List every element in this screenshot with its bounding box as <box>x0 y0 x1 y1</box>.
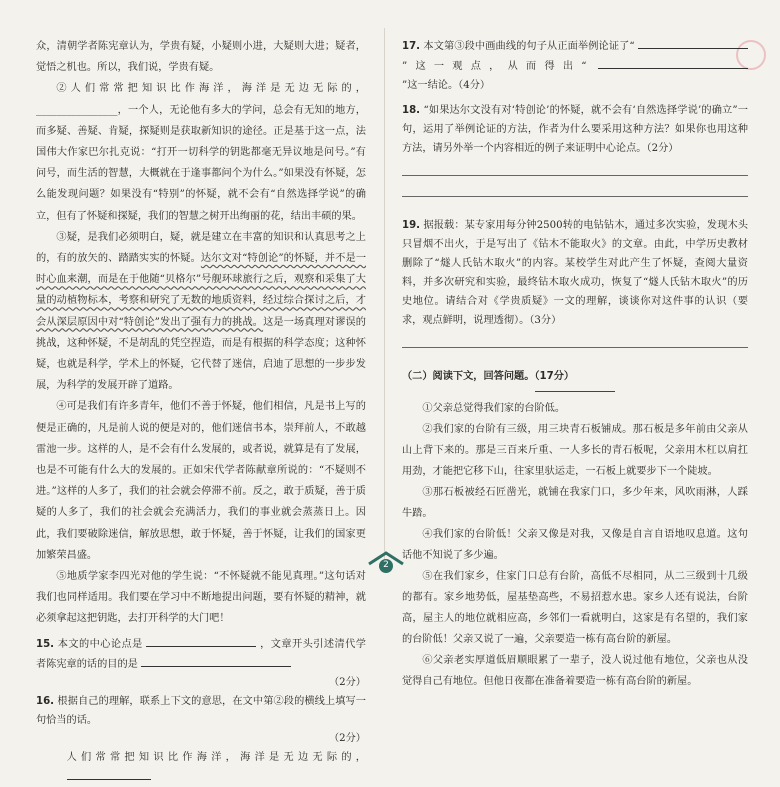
question-15-score: （2分） <box>328 676 366 688</box>
question-17-end: ”这一结论。（4分） <box>402 80 491 91</box>
answer-blank-15a[interactable] <box>146 634 256 647</box>
question-19-number: 19. <box>402 220 421 231</box>
question-18-text: “如果达尔文没有对‘特创论’的怀疑，就不会有‘自然选择学说’的确立”一句，运用了举例论证的方法，作者为什么要采用这种方法？如果你也用这种方法，请另外举一个内容相近的例子来证明中心论点。（2分） <box>402 105 748 154</box>
answer-blank-17b[interactable] <box>598 56 748 69</box>
question-16-quote-line <box>36 748 366 787</box>
question-16-score: （2分） <box>328 732 366 744</box>
reading-paragraph-1: ①父亲总觉得我们家的台阶低。 <box>422 403 566 414</box>
page-number-badge <box>365 548 407 576</box>
section-2-heading: （二）阅读下文，回答问题。（17分） <box>402 371 575 382</box>
answer-line <box>402 346 748 348</box>
paragraph-3-text: ③疑，是我们必须明白，疑，就是建立在丰富的知识和认真思考之上的，有的放矢的、踏踏实实的怀疑。 <box>36 231 366 265</box>
question-18-number: 18. <box>402 105 421 116</box>
question-19-text: 据报载：某专家用每分钟2500转的电钻钻木，通过多次实验，发现木头只冒烟不出火，于是写出了《钻木不能取火》的文章。由此，中学历史教材删除了“燧人氏钻木取火”的内容。某校学生对此产生了怀疑，查阅大量资料，并多次研究和实验，最终钻木取火成功，恢复了“燧人氏钻木取火”的历史地位。请结合对《学贵质疑》一文的理解，谈谈你对这件事的认识（要求，观点鲜明，说理透彻）。（3分） <box>402 220 748 326</box>
question-19-answer-area[interactable] <box>402 346 748 348</box>
question-15-number: 15. <box>36 638 55 650</box>
page-number: 2 <box>383 560 389 570</box>
question-17-mid: ”这一观点，从而得出“ <box>402 61 587 72</box>
missing-title-blank[interactable] <box>535 390 615 392</box>
question-16 <box>36 692 366 787</box>
question-17-number: 17. <box>402 41 421 52</box>
right-column <box>402 36 748 692</box>
reading-paragraph-4: ④我们家的台阶低！父亲又像是对我，又像是自言自语地叹息道。这句话他不知说了多少遍。 <box>402 529 748 561</box>
answer-blank-17a[interactable] <box>638 36 748 49</box>
paragraph-4: ④可是我们有许多青年，他们不善于怀疑，他们相信，凡是书上写的便是正确的，凡是前人说的便是对的，他们迷信书本，崇拜前人，不敢越雷池一步。这样的人，是不会有什么发展的，或者说，就算是有了发展，也是不可能有什么大的发展的。正如宋代学者陈献章所说的：“不疑则不进。”这样的人多了，我们的社会就会停滞不前。反之，敢于质疑，善于质疑的人多了，我们的社会就会充满活力，我们的事业就会蒸蒸日上。因此，我们要破除迷信，解放思想，敢于怀疑，善于怀疑，让我们的国家更加繁荣昌盛。 <box>36 401 366 561</box>
column-divider <box>384 28 385 568</box>
question-16-text: 根据自己的理解，联系上下文的意思，在文中第②段的横线上填写一句恰当的话。 <box>36 695 366 726</box>
paragraph-3 <box>36 227 366 397</box>
question-15 <box>36 634 366 692</box>
answer-blank-16[interactable] <box>67 767 151 780</box>
question-15-after: ，文章开头引述清代学者陈宪章的话的目的是 <box>36 638 366 670</box>
wavy-underlined-sentence: 达尔文对“特创论”的怀疑，并不是一时心血来潮，而是在于他随“贝格尔”号舰环球旅行之后，观察和采集了大量的动植物标本，考察和研究了无数的地质资料，经过综合探讨之后，才会从深层原因中对“特创论”发出了强有力的挑战。 <box>36 253 367 328</box>
reading-paragraph-2: ②我们家的台阶有三级，用三块青石板铺成。那石板是多年前由父亲从山上背下来的。那是三百来斤重、一人多长的青石板呢，父亲用木杠以肩扛用劲，才能把它移下山，往家里驮运走，一石板上就要步下一个陡坡。 <box>402 424 748 477</box>
question-18 <box>402 101 748 158</box>
left-column <box>36 36 366 787</box>
paragraph-2: ②人们常常把知识比作海洋，海洋是无边无际的，________________，一个人，无论他有多大的学问，总会有无知的地方，而多疑、善疑、肯疑，探疑则是获取新知识的途径。正是基于这一点，法国伟大作家巴尔扎克说：“打开一切科学的钥匙都毫无异议地是问号。”有问号，而生活的智慧，大概就在于逢事都问个为什么。”如果没有怀疑，怎么能发现问题？如果没有“特别”的怀疑，就不会有“自然选择学说”的确立，但有了怀疑和探疑，我们的智慧之树开出绚丽的花，结出丰硕的果。 <box>36 83 366 222</box>
reading-paragraph-6: ⑥父亲老实厚道低眉顺眼累了一辈子，没人说过他有地位，父亲也从没觉得自己有地位。但他日夜都在准备着要造一栋有高台阶的新屋。 <box>402 655 748 687</box>
question-17-text: 本文第③段中画曲线的句子从正面举例论证了“ <box>423 41 635 52</box>
question-16-quote: 人们常常把知识比作海洋，海洋是无边无际的， <box>66 751 366 763</box>
question-17 <box>402 36 748 95</box>
answer-line <box>402 195 748 197</box>
reading-paragraph-5: ⑤在我们家乡，住家门口总有台阶，高低不尽相同，从二三级到十几级的都有。家乡地势低，屋基垫高些，不易招惹水患。家乡人还有说法，台阶高，屋主人的地位就相应高，乡邻们一看就明白，这家是有名望的，我们家的台阶低！父亲又说了一遍，父亲要造一栋有高台阶的新屋。 <box>402 571 748 645</box>
answer-blank-15b[interactable] <box>141 654 291 667</box>
question-18-answer-area[interactable] <box>402 174 748 197</box>
paragraph-3-tail: 这是一场真理对谬误的挑战，这种怀疑，不是胡乱的凭空捏造，而是有根据的科学态度；这种怀疑，也就是科学，学术上的怀疑，它代替了迷信，启迪了思想的一步步发展，为科学的发展开辟了道路。 <box>36 316 366 392</box>
question-16-number: 16. <box>36 695 55 707</box>
question-15-text: 本文的中心论点是 <box>57 638 143 650</box>
paragraph-1: 众，清朝学者陈宪章认为，学贵有疑，小疑则小进，大疑则大进；疑者，觉悟之机也。所以，我们说，学贵有疑。 <box>36 41 366 74</box>
answer-line <box>402 174 748 176</box>
paragraph-5: ⑤地质学家李四光对他的学生说：“不怀疑就不能见真理。”这句话对我们也同样适用。我们要在学习中不断地提出问题，要有怀疑的精神，就必须拿起这把钥匙，去打开科学的大门吧！ <box>36 571 366 625</box>
question-19 <box>402 216 748 330</box>
reading-paragraph-3: ③那石板被经石匠凿光，就铺在我家门口，多少年来，风吹雨淋，人踩牛踏。 <box>402 487 748 519</box>
